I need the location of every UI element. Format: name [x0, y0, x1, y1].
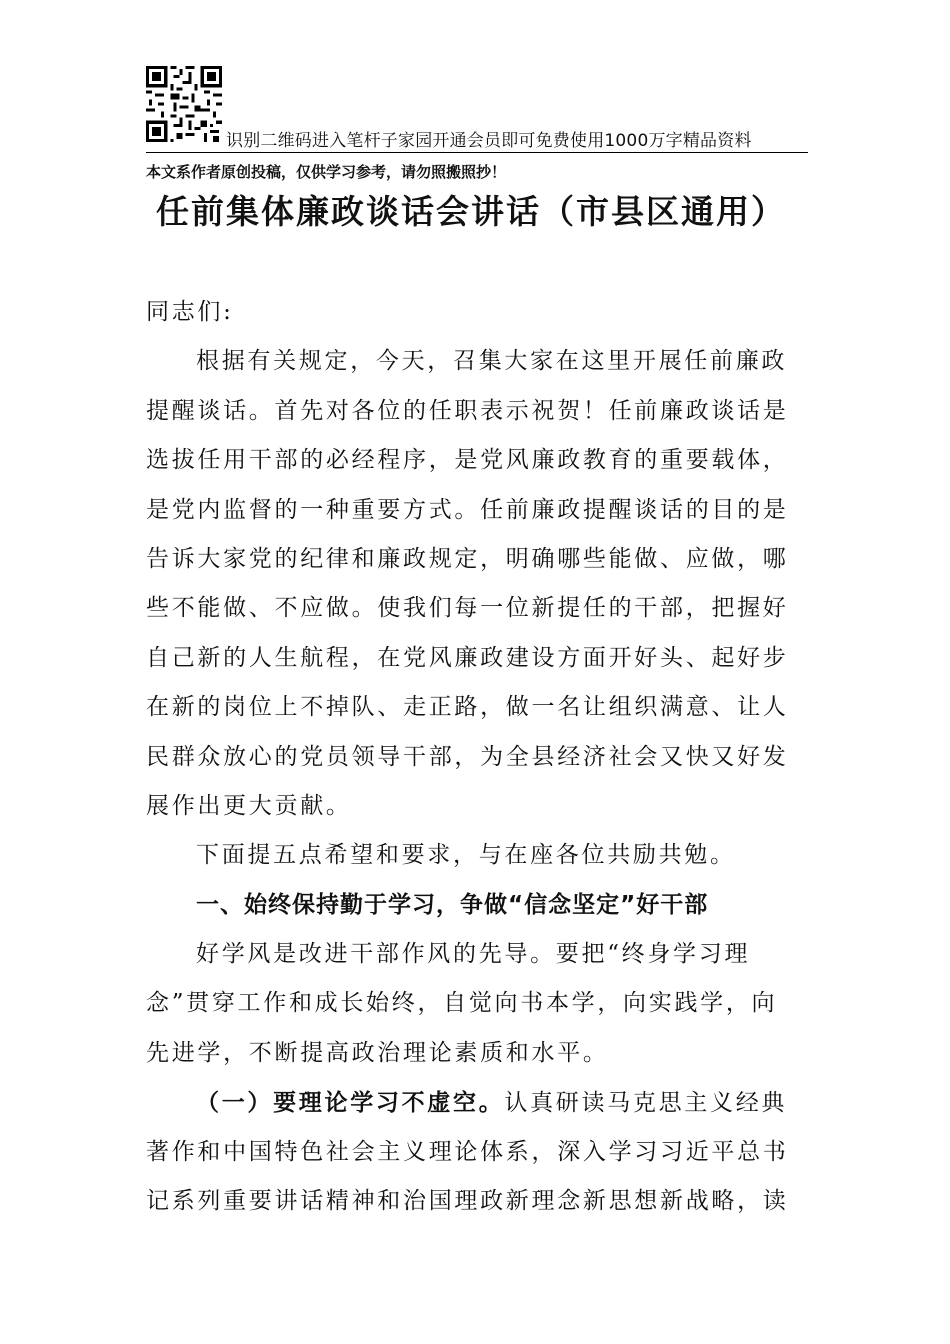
header-divider [146, 152, 808, 153]
line-text: 下面提五点希望和要求，与在座各位共励共勉。 [196, 842, 736, 869]
line-text: 选拔任用干部的必经程序，是党风廉政教育的重要载体， [146, 447, 789, 474]
line-text: 同志们: [146, 299, 234, 325]
line-text: 著作和中国特色社会主义理论体系，深入学习习近平总书 [146, 1138, 789, 1165]
line-text: 根据有关规定，今天，召集大家在这里开展任前廉政 [196, 348, 788, 375]
body-line [146, 683, 808, 732]
line-text: 自己新的人生航程，在党风廉政建设方面开好头、起好步 [146, 644, 789, 671]
body-line [146, 733, 808, 782]
line-text: 先进学，不断提高政治理论素质和水平。 [146, 1039, 609, 1066]
body-line [146, 782, 808, 831]
subsection-lead: （一）要理论学习不虚空。 [196, 1089, 505, 1117]
line-text: 提醒谈话。首先对各位的任职表示祝贺！任前廉政谈话是 [146, 397, 789, 424]
line-text: 念”贯穿工作和成长始终，自觉向书本学，向实践学，向 [146, 990, 778, 1017]
body-line [146, 535, 808, 584]
body-line [146, 1128, 808, 1177]
document-title: 任前集体廉政谈话会讲话（市县区通用） [156, 192, 786, 231]
line-text: 好学风是改进干部作风的先导。要把“终身学习理 [196, 941, 751, 968]
body-line [146, 634, 808, 683]
body-line [146, 584, 808, 633]
document-header [146, 66, 808, 156]
body-line [146, 1078, 808, 1127]
body-line [146, 979, 808, 1028]
document-body [146, 288, 808, 1226]
line-text: 些不能做、不应做。使我们每一位新提任的干部，把握好 [146, 595, 789, 622]
section-heading [146, 881, 808, 930]
body-line [146, 288, 808, 337]
line-text: 展作出更大贡献。 [146, 792, 352, 819]
copyright-note: 本文系作者原创投稿，仅供学习参考，请勿照搬照抄！ [146, 163, 507, 181]
line-text: 是党内监督的一种重要方式。任前廉政提醒谈话的目的是 [146, 496, 789, 523]
line-text: 认真研读马克思主义经典 [504, 1090, 788, 1117]
body-line [146, 930, 808, 979]
body-line [146, 1177, 808, 1226]
line-text: 一、始终保持勤于学习，争做“信念坚定”好干部 [196, 891, 709, 918]
line-text: 记系列重要讲话精神和治国理政新理念新思想新战略，读 [146, 1188, 789, 1215]
qr-code-icon[interactable] [146, 66, 222, 142]
body-line [146, 831, 808, 880]
body-line [146, 387, 808, 436]
body-line [146, 436, 808, 485]
body-line [146, 486, 808, 535]
membership-notice: 识别二维码进入笔杆子家园开通会员即可免费使用1000万字精品资料 [226, 131, 752, 151]
line-text: 民群众放心的党员领导干部，为全县经济社会又快又好发 [146, 743, 789, 770]
body-line [146, 337, 808, 386]
line-text: 在新的岗位上不掉队、走正路，做一名让组织满意、让人 [146, 694, 789, 721]
body-line [146, 1029, 808, 1078]
line-text: 告诉大家党的纪律和廉政规定，明确哪些能做、应做，哪 [146, 545, 789, 572]
